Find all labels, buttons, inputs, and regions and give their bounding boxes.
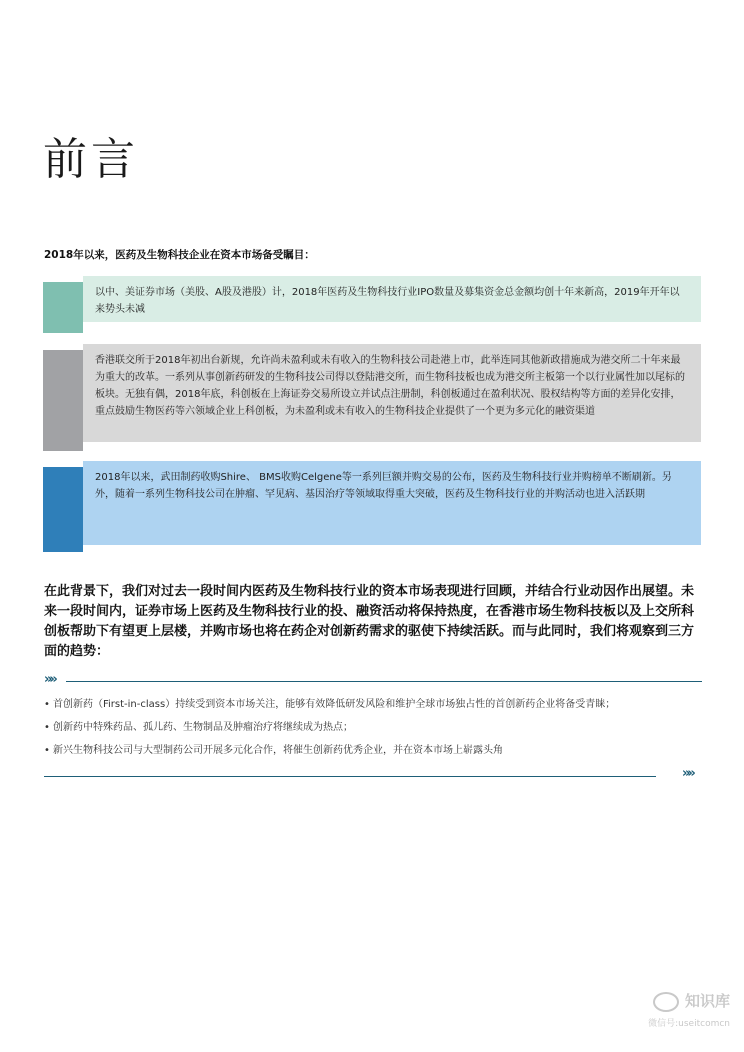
block-text: 2018年以来，武田制药收购Shire、 BMS收购Celgene等一系列巨额并购交易的公布，医药及生物科技行业并购榜单不断刷新。另外，随着一系列生物科技公司在肿瘤、罕见病、基因治疗等领域取得重大突破，医药及生物科技行业的并购活动也进入活跃期 — [83, 461, 701, 545]
summary-paragraph: 在此背景下，我们对过去一段时间内医药及生物科技行业的资本市场表现进行回顾，并结合行业动因作出展望。未来一段时间内，证券市场上医药及生物科技行业的投、融资活动将保持热度，在香港市场生物科技板以及上交所科创板帮助下有望更上层楼，并购市场也将在药企对创新药需求的驱使下持续活跃。而与此同时，我们将观察到三方面的趋势： — [44, 584, 695, 659]
block-accent-stripe — [43, 467, 83, 552]
list-item: • 创新药中特殊药品、孤儿药、生物制品及肿瘤治疗将继续成为热点； — [44, 720, 704, 736]
chevron-right-icon: »» — [682, 766, 693, 781]
divider-top — [66, 681, 702, 682]
section-subtitle: 2018年以来，医药及生物科技企业在资本市场备受瞩目： — [44, 249, 315, 261]
wechat-icon — [653, 992, 679, 1012]
highlight-block-ipo — [43, 276, 701, 333]
watermark-account: 微信号:useitcomcn — [648, 1018, 730, 1029]
highlight-block-hkex-reform — [43, 344, 701, 451]
watermark — [648, 990, 730, 1029]
list-item: • 首创新药（First-in-class）持续受到资本市场关注，能够有效降低研发风险和维护全球市场独占性的首创新药企业将备受青睐； — [44, 697, 704, 713]
highlight-block-mna — [43, 461, 701, 552]
block-text: 香港联交所于2018年初出台新规，允许尚未盈利或未有收入的生物科技公司赴港上市，此举连同其他新政措施成为港交所二十年来最为重大的改革。一系列从事创新药研发的生物科技公司得以登陆港交所，而生物科技板也成为港交所主板第一个以行业属性加以尾标的板块。无独有偶，2018年底，科创板在上海证券交易所设立并试点注册制，科创板通过在盈利状况、股权结构等方面的差异化安排，重点鼓励生物医药等六领域企业上科创板，为未盈利或未有收入的生物科技企业提供了一个更为多元化的融资渠道 — [83, 344, 701, 442]
bullet-icon: • — [44, 722, 50, 733]
chevron-right-icon: »» — [44, 672, 55, 687]
list-item: • 新兴生物科技公司与大型制药公司开展多元化合作，将催生创新药优秀企业，并在资本市场上崭露头角 — [44, 743, 704, 759]
page-title: 前言 — [43, 134, 139, 185]
bullet-icon: • — [44, 745, 50, 756]
watermark-logo: 知识库 — [684, 992, 730, 1010]
block-text: 以中、美证券市场（美股、A股及港股）计，2018年医药及生物科技行业IPO数量及募集资金总金额均创十年来新高，2019年开年以来势头未减 — [83, 276, 701, 322]
block-accent-stripe — [43, 282, 83, 333]
trend-list — [44, 697, 704, 766]
block-accent-stripe — [43, 350, 83, 451]
divider-bottom — [44, 776, 656, 777]
bullet-icon: • — [44, 699, 50, 710]
